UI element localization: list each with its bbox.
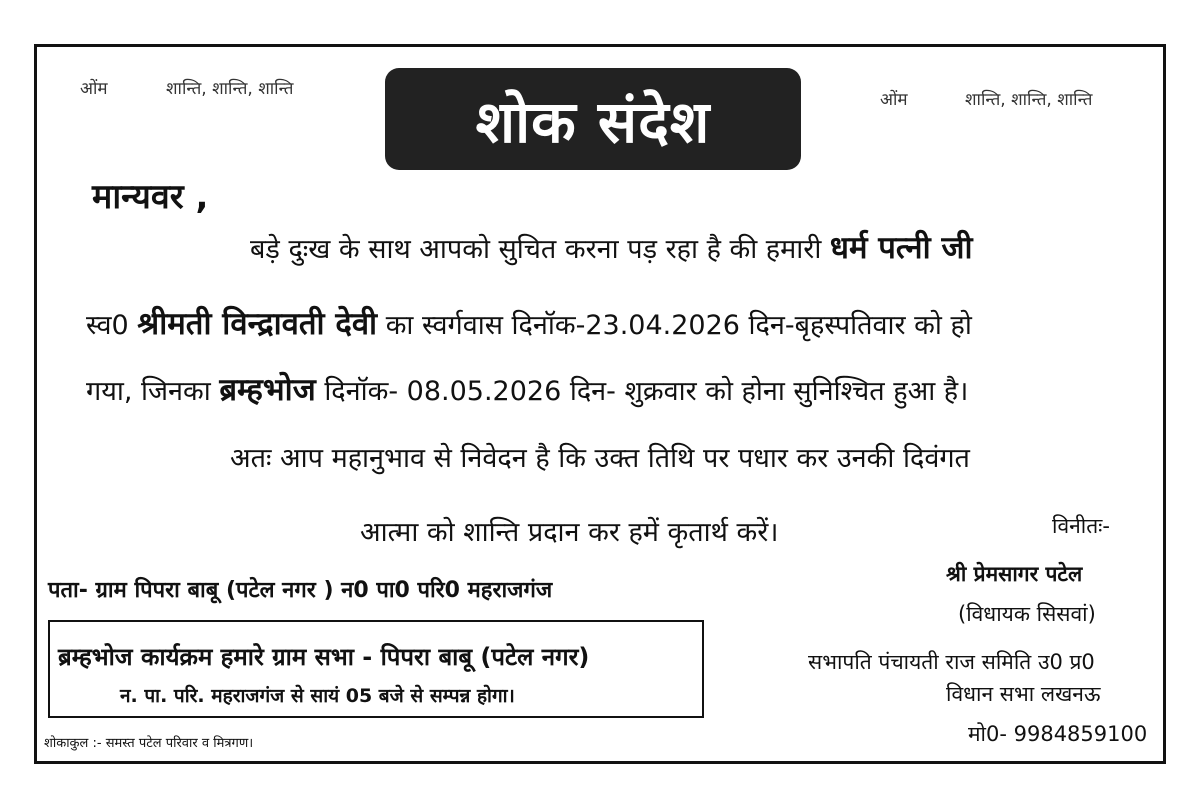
body-line-1 <box>250 226 972 268</box>
deceased-name: श्रीमती विन्द्रावती देवी <box>137 306 378 342</box>
address-line: पता- ग्राम पिपरा बाबू (पटेल नगर ) न0 पा0 परि0 महराजगंज <box>48 578 553 603</box>
relation-label: धर्म पत्नी जी <box>829 230 973 266</box>
salutation: मान्यवर , <box>92 177 209 217</box>
body-line-3 <box>86 368 968 410</box>
line3-prefix: गया, जिनका <box>86 376 211 407</box>
om-right: ओंम <box>880 90 908 110</box>
signature-phone: मो0- 9984859100 <box>968 722 1148 746</box>
line2-text: का स्वर्गवास दिनॉक-23.04.2026 दिन-बृहस्पतिवार को हो <box>385 310 972 341</box>
line3-text: दिनॉक- 08.05.2026 दिन- शुक्रवार को होना सुनिश्चित हुआ है। <box>324 376 969 407</box>
shanti-left: शान्ति, शान्ति, शान्ति <box>166 79 294 99</box>
signature-title-2: विधान सभा लखनऊ <box>946 682 1101 706</box>
program-line-2: न. पा. परि. महराजगंज से सायं 05 बजे से सम्पन्न होगा। <box>120 685 515 707</box>
page-title: शोक संदेश <box>475 87 711 156</box>
line2-prefix: स्व0 <box>86 310 129 341</box>
shanti-right: शान्ति, शान्ति, शान्ति <box>965 90 1093 110</box>
om-left: ओंम <box>80 79 108 99</box>
signature-name: श्री प्रेमसागर पटेल <box>946 562 1083 586</box>
signature-role: (विधायक सिसवां) <box>958 602 1096 626</box>
line1-text: बड़े दुःख के साथ आपको सुचित करना पड़ रहा है की हमारी <box>250 234 822 265</box>
signature-vinit: विनीतः- <box>1052 514 1110 538</box>
body-line-4: अतः आप महानुभाव से निवेदन है कि उक्त तिथि पर पधार कर उनकी दिवंगत <box>230 443 970 474</box>
title-banner <box>385 68 801 170</box>
program-line-1: ब्रम्हभोज कार्यक्रम हमारे ग्राम सभा - पिपरा बाबू (पटेल नगर) <box>58 643 590 671</box>
mourners-line: शोकाकुल :- समस्त पटेल परिवार व मित्रगण। <box>44 736 254 751</box>
body-line-2 <box>86 302 972 344</box>
body-line-5: आत्मा को शान्ति प्रदान कर हमें कृतार्थ करें। <box>360 517 779 548</box>
event-name: ब्रम्हभोज <box>219 372 316 408</box>
signature-title-1: सभापति पंचायती राज समिति उ0 प्र0 <box>808 650 1095 674</box>
